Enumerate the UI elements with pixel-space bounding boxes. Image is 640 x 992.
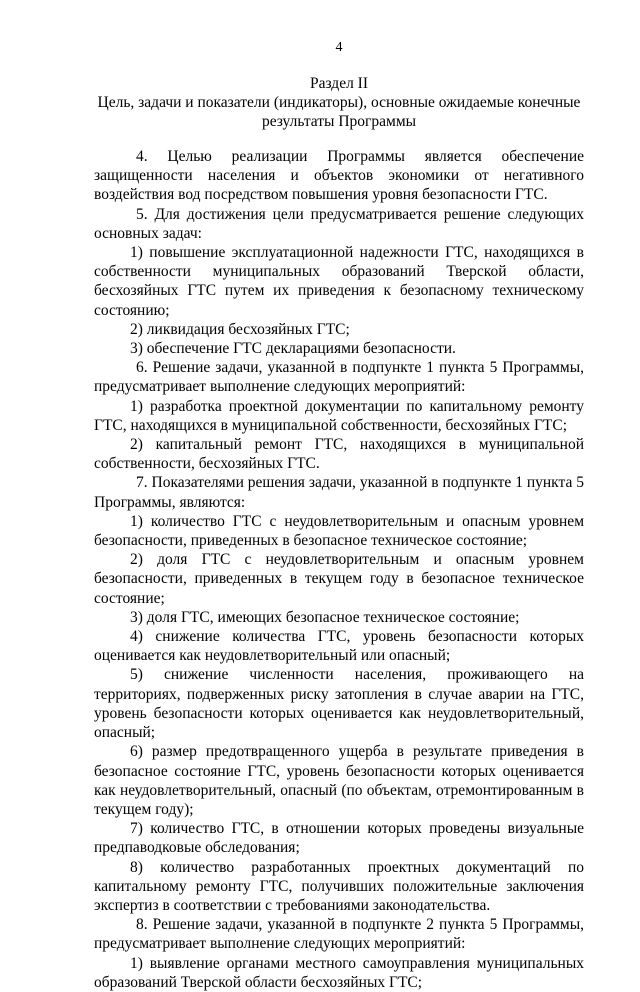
list-item-5-3: 3) обеспечение ГТС декларациями безопасности. [130,340,456,358]
section-label: Раздел II [309,75,369,92]
paragraph-6: 6. Решение задачи, указанной в подпункте 1 пункта 5 Программы, предусматривает выполнение следующих мероприятий: [94,359,584,396]
list-item-7-8: 8) количество разработанных проектных документаций по капитальному ремонту ГТС, получивших положительные заключения экспертиз в соответствии с требованиями законодательства. [94,858,584,914]
paragraph-8: 8. Решение задачи, указанной в подпункте 2 пункта 5 Программы, предусматривает выполнение следующих мероприятий: [94,916,584,953]
list-item-7-1: 1) количество ГТС с неудовлетворительным и опасным уровнем безопасности, приведенных в безопасное техническое состояние; [94,512,584,550]
list-item-5-2: 2) ликвидация бесхозяйных ГТС; [130,320,350,338]
list-item-6-2: 2) капитальный ремонт ГТС, находящихся в муниципальной собственности, бесхозяйных ГТС. [94,436,584,473]
list-item-7-7: 7) количество ГТС, в отношении которых проведены визуальные предпаводковые обследования; [94,820,584,857]
list-item-8-1: 1) выявление органами местного самоуправления муниципальных образований Тверской области бесхозяйных ГТС; [94,954,584,991]
list-item-7-6: 6) размер предотвращенного ущерба в результате приведения в безопасное состояние ГТС, уровень безопасности которых оценивается как неудовлетворительный, опасный (по объектам, отремонтированным в текущем году); [94,743,584,818]
list-item-7-5: 5) снижение численности населения, проживающего на территориях, подверженных риску затопления в случае аварии на ГТС, уровень безопасности которых оценивается как неудовлетворительный, опасный; [94,666,584,742]
list-item-7-2: 2) доля ГТС с неудовлетворительным и опасным уровнем безопасности, приведенных в текущем году в безопасное техническое состояние; [94,551,584,607]
section-title-line-2: результаты Программы [261,113,417,130]
document-body [94,147,584,992]
list-item-7-3: 3) доля ГТС, имеющих безопасное техническое состояние; [130,608,520,626]
section-title-line-1: Цель, задачи и показатели (индикаторы), основные ожидаемые конечные [97,94,581,111]
list-item-5-1: 1) повышение эксплуатационной надежности ГТС, находящихся в собственности муниципальных образований Тверской области, бесхозяйных ГТС путем их приведения к безопасному техническому состоянию; [94,244,584,319]
list-item-7-4: 4) снижение количества ГТС, уровень безопасности которых оценивается как неудовлетворительный или опасный; [94,628,584,665]
paragraph-7: 7. Показателями решения задачи, указанной в подпункте 1 пункта 5 Программы, являются: [94,474,584,511]
paragraph-4: 4. Целью реализации Программы является обеспечение защищенности населения и объектов экономики от негативного воздействия вод посредством повышения уровня безопасности ГТС. [94,148,584,204]
list-item-6-1: 1) разработка проектной документации по капитальному ремонту ГТС, находящихся в муниципальной собственности, бесхозяйных ГТС; [94,397,584,434]
section-heading [94,74,584,131]
paragraph-5: 5. Для достижения цели предусматривается решение следующих основных задач: [94,205,584,242]
page-number: 4 [335,40,343,55]
